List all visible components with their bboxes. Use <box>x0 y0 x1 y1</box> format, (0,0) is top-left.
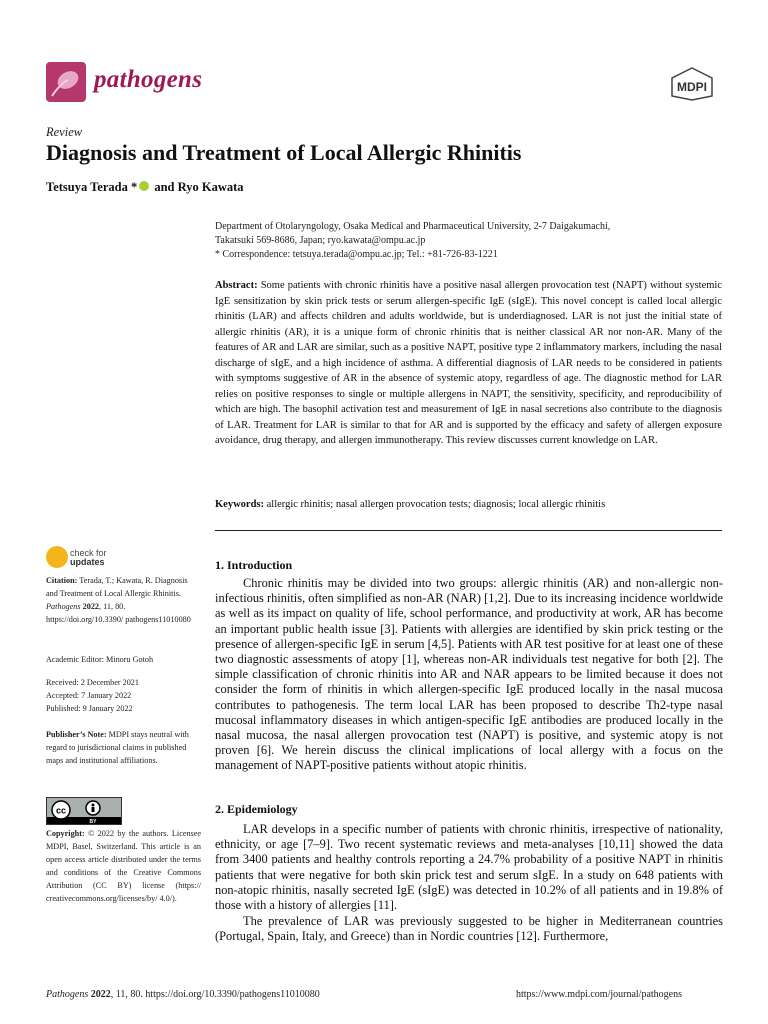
article-type: Review <box>46 125 83 139</box>
received-date: Received: 2 December 2021 <box>46 678 139 687</box>
abstract-text: Some patients with chronic rhinitis have a positive nasal allergen provocation test (NAPT) without systemic IgE sensitization by skin prick tests or serum allergen-specific IgE (sIgE). This novel concept is called local allergic rhinitis (LAR) and affects children and adults worldwide, but is underdiagnosed. LAR is not just the initial state of allergic rhinitis (AR), it is a unique form of chronic rhinitis that is neither classical AR nor non-AR. Many of the features of AR and LAR are similar, such as a positive NAPT, positive type 2 inflammatory markers, including the nasal discharge of sIgE, and a high incidence of asthma. A differential diagnosis of LAR needs to be considered in patients with symptoms suggestive of AR in the absence of systemic atopy, regardless of age. The diagnostic method for LAR relies on positive responses to single or multiple allergens in NAPT, the sensitivity, specificity, and reproducibility of which are high. The basophil activation test and measurement of IgE in nasal secretions also contribute to the diagnosis of LAR. Treatment for LAR is similar to that for AR and is supported by the efficacy and safety of allergen exposure avoidance, drug therapy, and allergen immunotherapy. This review discusses current knowledge on LAR. <box>215 280 722 446</box>
check-for-updates-button[interactable] <box>46 546 146 570</box>
pathogens-logo-icon <box>46 62 86 102</box>
author-kawata[interactable]: and Ryo Kawata <box>151 180 244 194</box>
affiliation-line: Department of Otolaryngology, Osaka Medical and Pharmaceutical University, 2-7 Daigakumachi, <box>215 221 611 232</box>
pubnote-text: MDPI stays neutral with regard to jurisdictional claims in published maps and institutional affiliations. <box>46 730 189 765</box>
citation-year: 2022 <box>82 602 99 611</box>
author-terada[interactable]: Tetsuya Terada * <box>46 180 138 194</box>
publisher-name: MDPI <box>677 80 707 94</box>
journal-name: pathogens <box>94 66 203 93</box>
keywords-label: Keywords: <box>215 499 264 510</box>
check-updates-line2: updates <box>70 557 105 567</box>
citation-label: Citation: <box>46 576 78 585</box>
paragraph: The prevalence of LAR was previously suggested to be higher in Mediterranean countries (Portugal, Spain, Italy, and Greece) than in Nordic countries [12]. Furthermore, <box>215 914 723 944</box>
footer-doi-link[interactable]: , 11, 80. https://doi.org/10.3390/pathogens11010080 <box>110 989 320 1000</box>
abstract-label: Abstract: <box>215 280 258 291</box>
svg-text:cc: cc <box>55 805 67 816</box>
affiliation <box>215 220 725 262</box>
citation-tail[interactable]: , 11, 80. https://doi.org/10.3390/ pathogens11010080 <box>46 602 191 624</box>
citation-block <box>46 574 201 626</box>
section-heading-epidemiology: 2. Epidemiology <box>215 802 298 816</box>
footer-journal: Pathogens <box>46 989 89 1000</box>
pubnote-label: Publisher’s Note: <box>46 730 107 739</box>
footer-journal-url-link[interactable]: https://www.mdpi.com/journal/pathogens <box>516 989 683 1000</box>
abstract <box>215 278 722 449</box>
page-title: Diagnosis and Treatment of Local Allergic Rhinitis <box>46 140 522 165</box>
copyright-text: © 2022 by the authors. Licensee MDPI, Basel, Switzerland. This article is an open access article distributed under the terms and conditions of the Creative Commons Attribution (CC BY) license (https:// creativecommons.org/licenses/by/ 4.0/). <box>46 829 202 903</box>
keywords <box>215 497 722 512</box>
mdpi-logo-icon <box>668 66 716 102</box>
published-date: Published: 9 January 2022 <box>46 704 133 713</box>
correspondence-line: * Correspondence: tetsuya.terada@ompu.ac.jp; Tel.: +81-726-83-1221 <box>215 249 498 260</box>
cc-by-license-icon[interactable] <box>46 797 122 825</box>
publishers-note <box>46 728 201 767</box>
copyright-label: Copyright: <box>46 829 85 838</box>
paragraph: LAR develops in a specific number of patients with chronic rhinitis, irrespective of nationality, ethnicity, or age [7–9]. Two recent systematic reviews and meta-analyses [10,11] showed the data from 3400 patients and healthy controls reporting a 24.7% probability of a positive NAPT in rhinitis patients that were negative for both skin prick test and serum sIgE. In a study on 648 patients with non-atopic rhinitis, nasally secreted IgE (sIgE) was detected in 10.2% of all patients and in 19.8% of those with a history of allergies [11]. <box>215 822 723 913</box>
copyright-block <box>46 827 201 905</box>
divider <box>215 530 722 531</box>
affiliation-line: Takatsuki 569-8686, Japan; ryo.kawata@ompu.ac.jp <box>215 235 426 246</box>
check-updates-icon <box>46 546 68 568</box>
accepted-date: Accepted: 7 January 2022 <box>46 691 132 700</box>
check-updates-line1: check for <box>70 548 107 558</box>
author-list <box>46 180 244 195</box>
dates-block <box>46 676 201 715</box>
academic-editor: Academic Editor: Minoru Gotoh <box>46 655 154 664</box>
footer-year: 2022 <box>90 989 111 1000</box>
section-heading-introduction: 1. Introduction <box>215 558 293 572</box>
cc-by-label: BY <box>89 819 97 825</box>
paragraph: Chronic rhinitis may be divided into two groups: allergic rhinitis (AR) and non-allergic non-infectious rhinitis, often simplified as non-AR (NAR) [1,2]. Due to its increasing incidence worldwide as well as its impact on quality of life, school performance, and productivity at work, AR has become an important public health issue [3]. Patients with allergies are identified by skin prick testing or the presence of allergen-specific IgE in serum [4,5]. Patients with AR test positive for at least one of these two diagnostic assessments of atopy [1], whereas non-AR individuals test negative for both [2]. The simple classification of chronic rhinitis into AR and NAR appears to be limited because it does not consider the form of rhinitis in which allergen-specific IgE produced locally in the nasal mucosa contributes to pathogenesis. The term local LAR has been proposed to describe Th2-type nasal mucosal inflammatory diseases in which antigen-specific IgE antibodies are produced locally in the nasal mucosa, the nasal allergen provocation test (NAPT) is positive, and systemic atopy is not proven [6]. We herein discuss the clinical implications of local allergy with a focus on the management of NAPT-positive patients without atopic rhinitis. <box>215 576 723 773</box>
footer-citation <box>46 989 320 1000</box>
orcid-icon[interactable] <box>139 181 149 191</box>
keywords-text: allergic rhinitis; nasal allergen provocation tests; diagnosis; local allergic rhinitis <box>266 499 606 510</box>
citation-text: Terada, T.; Kawata, R. Diagnosis and Treatment of Local Allergic Rhinitis. <box>46 576 188 598</box>
citation-journal: Pathogens <box>46 602 81 611</box>
